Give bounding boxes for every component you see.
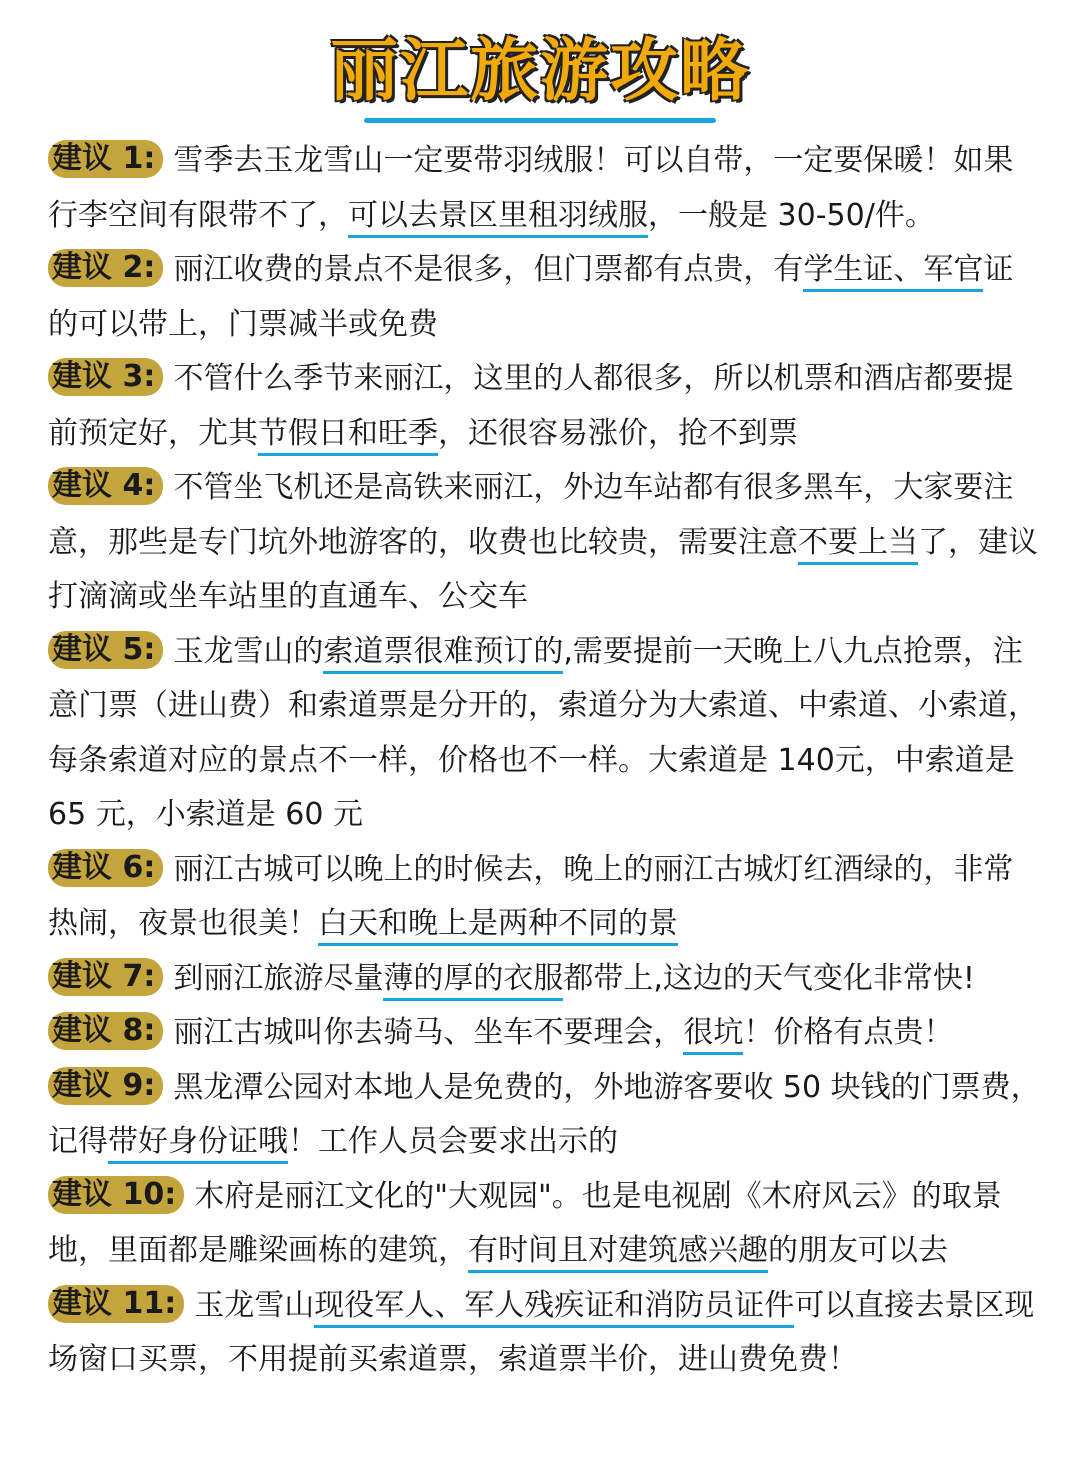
- tip-text: 丽江古城可以晚上的时候去，晚上的丽江古城灯红酒绿的，非常热闹，夜景也很美！: [48, 851, 1014, 941]
- tip-item: [48, 1061, 1042, 1170]
- tip-label: 建议 5:: [48, 631, 163, 669]
- tip-highlight: 现役军人、军人残疾证和消防员证件: [314, 1288, 794, 1328]
- page-title: 丽江旅游攻略: [329, 32, 750, 111]
- tip-label: 建议 3:: [48, 358, 163, 396]
- tip-text: 到丽江旅游尽量: [173, 960, 384, 996]
- tip-text: 丽江古城叫你去骑马、坐车不要理会，: [173, 1015, 684, 1050]
- tip-label: 建议 4:: [48, 467, 163, 505]
- title-underline: [364, 118, 716, 123]
- tip-highlight: 很坑: [683, 1015, 743, 1055]
- tip-text: ！价格有点贵！: [743, 1015, 954, 1050]
- tip-item: [48, 243, 1042, 352]
- tip-highlight: 有时间且对建筑感兴趣: [468, 1233, 768, 1273]
- tip-highlight: 薄的厚的衣服: [383, 961, 563, 1001]
- tip-text: 雪季去玉龙雪山一定要带羽绒服！可以自带，一定要保暖！如果行李空间有限带不了，: [48, 143, 1014, 233]
- title-area: [0, 30, 1080, 130]
- tip-item: [48, 352, 1042, 461]
- tip-text: 的朋友可以去: [768, 1233, 948, 1268]
- tip-label: 建议 2:: [48, 249, 163, 287]
- tip-label: 建议 11:: [48, 1285, 184, 1323]
- tip-text: ！工作人员会要求出示的: [288, 1124, 618, 1159]
- tip-text: 不管什么季节来丽江，这里的人都很多，所以机票和酒店都要提前预定好，尤其: [48, 361, 1014, 451]
- tip-text: ，一般是 30-50/件。: [648, 197, 935, 233]
- tip-label: 建议 1:: [48, 140, 163, 178]
- tip-label: 建议 6:: [48, 849, 163, 887]
- tip-text: 玉龙雪山: [194, 1287, 315, 1323]
- tip-text: 了，建议打滴滴或坐车站里的直通车、公交车: [48, 524, 1038, 614]
- tip-text: ,需要提前一天晚上八九点抢票，注意门票（进山费）和索道票是分开的，索道分为大索道、中索道、小索道，每条索道对应的景点不一样，价格也不一样。大索道是 140元，中索道是 65 元，小索道是 60 元: [48, 633, 1038, 832]
- tip-text: 玉龙雪山的: [173, 633, 324, 669]
- tip-highlight: 学生证、军官: [803, 252, 983, 292]
- tip-text: 黑龙潭公园对本地人是免费的，外地游客要收 50 块钱的门票费，记得: [48, 1069, 1041, 1159]
- tip-item: [48, 952, 1042, 1007]
- tip-item: [48, 1006, 1042, 1061]
- tip-label: 建议 8:: [48, 1012, 163, 1050]
- tip-text: 不管坐飞机还是高铁来丽江，外边车站都有很多黑车，大家要注意，那些是专门坑外地游客的，收费也比较贵，需要注意: [48, 470, 1014, 560]
- tips-list: [48, 134, 1042, 1388]
- tip-text: 木府是丽江文化的"大观园"。也是电视剧《木府风云》的取景地，里面都是雕梁画栋的建筑，: [48, 1178, 1002, 1268]
- tip-highlight: 不要上当: [798, 525, 918, 565]
- tip-item: [48, 461, 1042, 625]
- tip-item: [48, 134, 1042, 243]
- tip-highlight: 节假日和旺季: [258, 416, 438, 456]
- tip-highlight: 索道票很难预订的: [323, 634, 563, 674]
- tip-item: [48, 843, 1042, 952]
- tip-text: 丽江收费的景点不是很多，但门票都有点贵，有: [173, 252, 804, 287]
- tip-highlight: 可以去景区里租羽绒服: [348, 198, 648, 238]
- tip-item: [48, 625, 1042, 843]
- tip-item: [48, 1279, 1042, 1388]
- tip-text: 都带上,这边的天气变化非常快!: [563, 960, 975, 996]
- tip-label: 建议 9:: [48, 1067, 163, 1105]
- tip-item: [48, 1170, 1042, 1279]
- tip-label: 建议 7:: [48, 958, 163, 996]
- tip-text: 可以直接去景区现场窗口买票，不用提前买索道票，索道票半价，进山费免费！: [48, 1287, 1035, 1377]
- tip-highlight: 白天和晚上是两种不同的景: [318, 906, 678, 946]
- tip-text: 证的可以带上，门票减半或免费: [48, 252, 1014, 342]
- tip-text: ，还很容易涨价，抢不到票: [438, 415, 798, 451]
- tip-label: 建议 10:: [48, 1176, 184, 1214]
- tip-highlight: 带好身份证哦: [108, 1124, 288, 1164]
